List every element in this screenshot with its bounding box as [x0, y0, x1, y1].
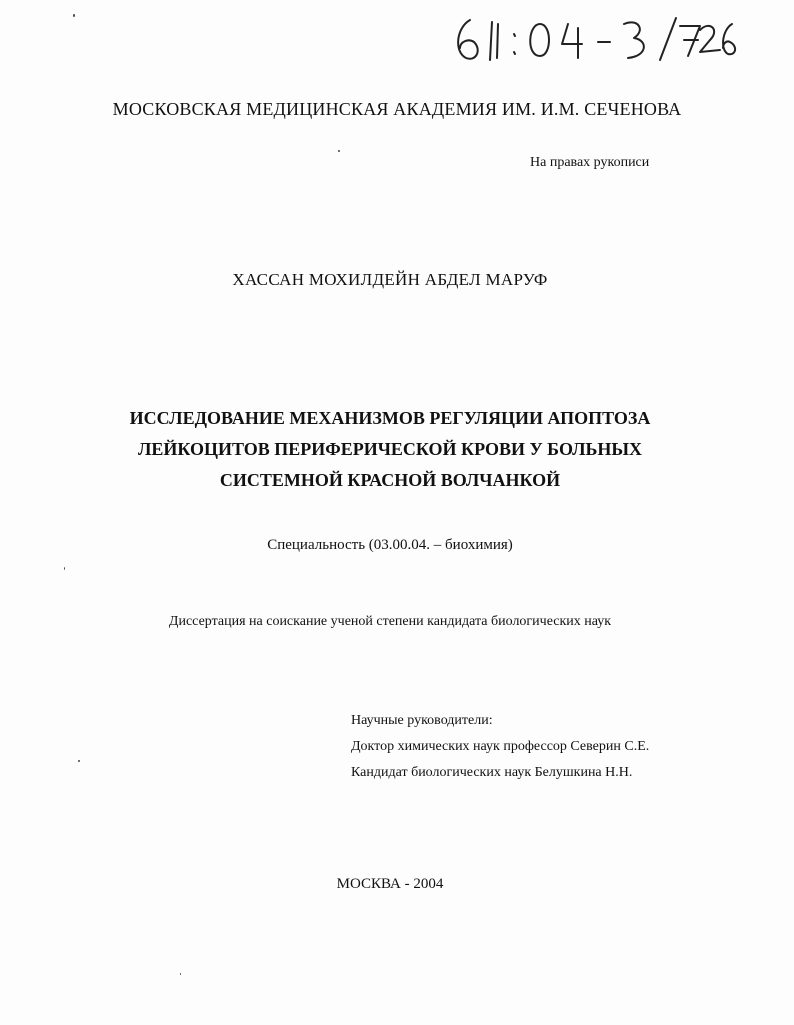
supervisors-heading: Научные руководители: [351, 713, 493, 728]
scan-speck [73, 14, 75, 17]
city-year: МОСКВА - 2004 [336, 876, 444, 892]
scan-speck [78, 760, 80, 762]
dissertation-degree: Диссертация на соискание ученой степени кандидата биологических наук [168, 614, 612, 629]
supervisor-name: Доктор химических наук профессор Северин С.Е. [351, 739, 650, 754]
title-line: ИССЛЕДОВАНИЕ МЕХАНИЗМОВ РЕГУЛЯЦИИ АПОПТОЗА [129, 408, 651, 428]
scan-speck [338, 150, 340, 152]
handwritten-code-drawing [448, 10, 738, 70]
supervisor-name: Кандидат биологических наук Белушкина Н.Н. [351, 765, 633, 780]
specialty: Специальность (03.00.04. – биохимия) [267, 537, 513, 553]
rights-note: На правах рукописи [530, 155, 650, 170]
title-line: СИСТЕМНОЙ КРАСНОЙ ВОЛЧАНКОЙ [219, 470, 561, 490]
handwritten-archive-code [448, 10, 738, 70]
supervisors-block [351, 708, 649, 786]
author-name: ХАССАН МОХИЛДЕЙН АБДЕЛ МАРУФ [232, 270, 548, 289]
dissertation-title [0, 403, 780, 496]
institution-name: МОСКОВСКАЯ МЕДИЦИНСКАЯ АКАДЕМИЯ ИМ. И.М. СЕЧЕНОВА [112, 99, 682, 119]
title-line: ЛЕЙКОЦИТОВ ПЕРИФЕРИЧЕСКОЙ КРОВИ У БОЛЬНЫХ [137, 439, 643, 459]
scan-speck [64, 567, 65, 570]
scan-speck [180, 973, 181, 975]
